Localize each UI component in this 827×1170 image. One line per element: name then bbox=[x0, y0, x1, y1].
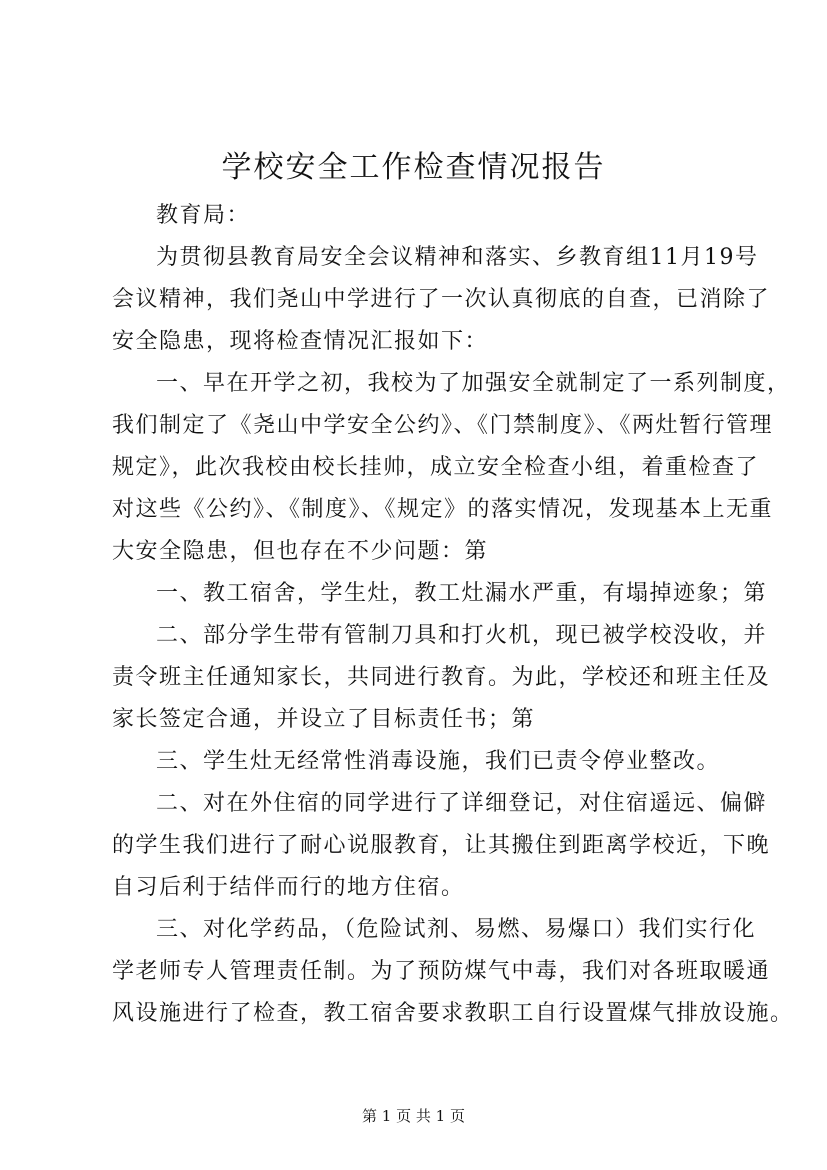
text-line: 规定》，此次我校由校长挂帅，成立安全检查小组，着重检查了 bbox=[112, 455, 760, 480]
text-line: 三、对化学药品，（危险试剂、易燃、易爆口）我们实行化 bbox=[156, 917, 757, 942]
page-title: 学校安全工作检查情况报告 bbox=[221, 150, 606, 185]
text-line: 一、早在开学之初，我校为了加强安全就制定了一系列制度， bbox=[156, 371, 791, 396]
text-line: 会议精神，我们尧山中学进行了一次认真彻底的自查，已消除了 bbox=[112, 287, 771, 312]
text-line: 安全隐患，现将检查情况汇报如下： bbox=[112, 329, 489, 354]
text-line: 我们制定了《尧山中学安全公约》、《门禁制度》、《两灶暂行管理 bbox=[112, 413, 774, 438]
text-line: 教育局： bbox=[156, 203, 251, 228]
text-line: 风设施进行了检查，教工宿舍要求教职工自行设置煤气排放设施。 bbox=[112, 1001, 794, 1026]
text-line: 学老师专人管理责任制。为了预防煤气中毒，我们对各班取暖通 bbox=[112, 959, 771, 984]
text-line: 二、对在外住宿的同学进行了详细登记，对住宿遥远、偏僻 bbox=[156, 791, 768, 816]
text-line: 为贯彻县教育局安全会议精神和落实、乡教育组11月19号 bbox=[156, 245, 759, 270]
page-footer: 第 1 页 共 1 页 bbox=[362, 1107, 465, 1125]
text-line: 的学生我们进行了耐心说服教育，让其搬住到距离学校近，下晚 bbox=[112, 833, 771, 858]
text-line: 三、学生灶无经常性消毒设施，我们已责令停业整改。 bbox=[156, 749, 721, 774]
text-line: 二、部分学生带有管制刀具和打火机，现已被学校没收，并 bbox=[156, 623, 768, 648]
text-line: 责令班主任通知家长，共同进行教育。为此，学校还和班主任及 bbox=[112, 665, 771, 690]
text-line: 家长签定合通，并设立了目标责任书；第 bbox=[112, 707, 536, 732]
document-body bbox=[112, 195, 794, 1035]
text-line: 自习后利于结伴而行的地方住宿。 bbox=[112, 875, 465, 900]
text-line: 一、教工宿舍，学生灶，教工灶漏水严重，有塌掉迹象；第 bbox=[156, 581, 768, 606]
text-line: 大安全隐患，但也存在不少问题：第 bbox=[112, 539, 489, 564]
text-line: 对这些《公约》、《制度》、《规定》的落实情况，发现基本上无重 bbox=[112, 497, 774, 522]
